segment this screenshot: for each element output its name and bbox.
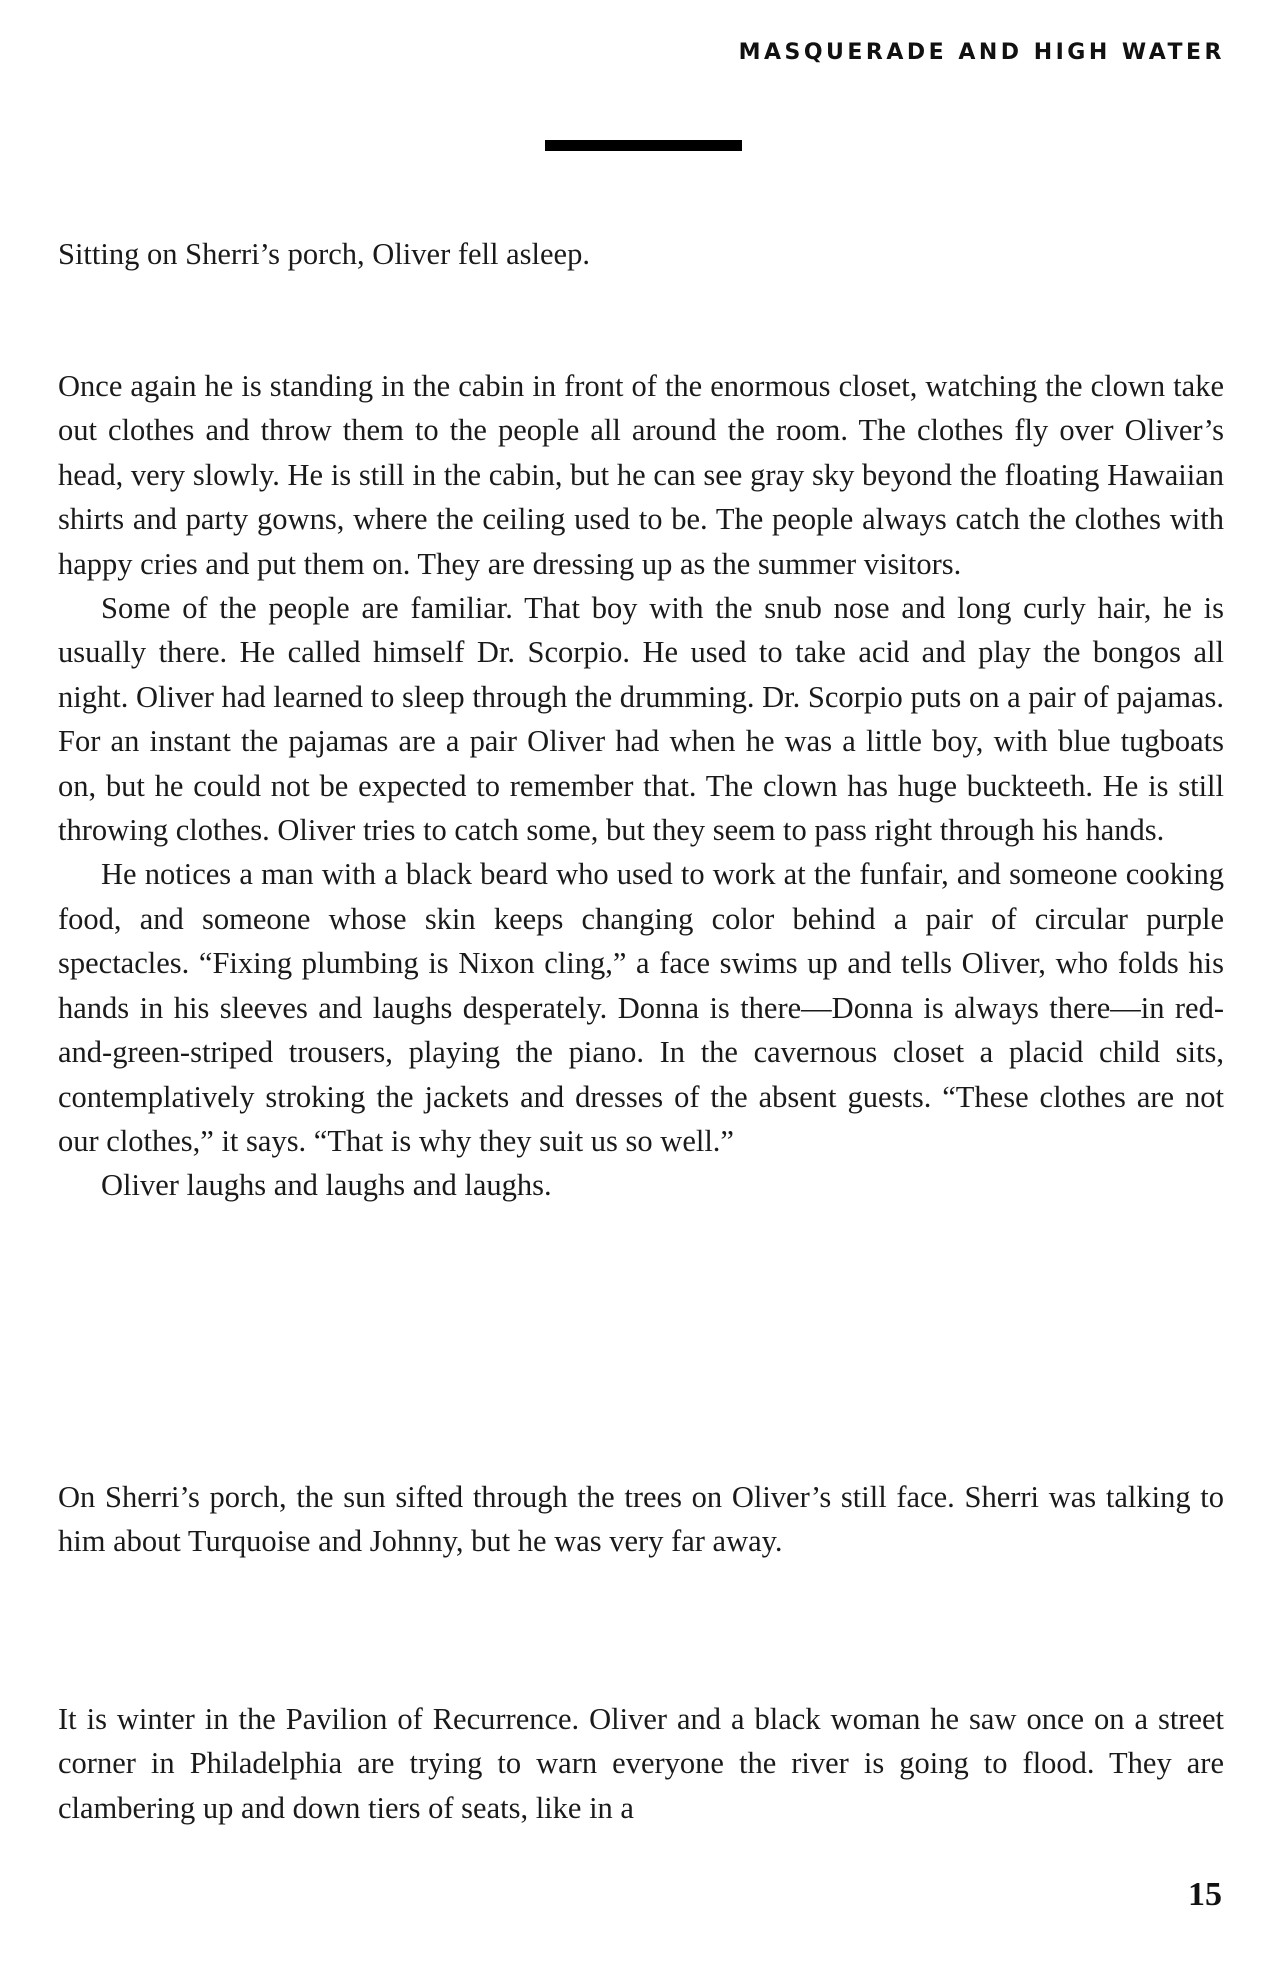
paragraph: He notices a man with a black beard who used to work at the funfair, and someone cooking food, and someone whose skin keeps changing color behind a pair of circular purple spectacles. “Fixing plumbing is Nixon cling,” a face swims up and tells Oliver, who folds his hands in his sleeves and laughs desperately. Donna is there—Donna is always there—in red-and-green-striped trousers, playing the piano. In the cavernous closet a placid child sits, contemplatively stroking the jackets and dresses of the absent guests. “These clothes are not our clothes,” it says. “That is why they suit us so well.” xyxy=(58,857,1224,1158)
paragraph: Sitting on Sherri’s porch, Oliver fell asleep. xyxy=(58,237,590,271)
section-3 xyxy=(58,1475,1224,1564)
running-head: MASQUERADE AND HIGH WATER xyxy=(738,40,1225,65)
paragraph: Some of the people are familiar. That boy with the snub nose and long curly hair, he is usually there. He called himself Dr. Scorpio. He used to take acid and play the bongos all night. Oliver had learned to sleep through the drumming. Dr. Scorpio puts on a pair of pajamas. For an instant the pajamas are a pair Oliver had when he was a little boy, with blue tugboats on, but he could not be expected to remember that. The clown has huge buckteeth. He is still throwing clothes. Oliver tries to catch some, but they seem to pass right through his hands. xyxy=(58,591,1224,848)
section-4 xyxy=(58,1697,1224,1830)
section-1 xyxy=(58,232,1224,276)
section-divider-rule xyxy=(545,140,742,151)
page-number: 15 xyxy=(1188,1876,1222,1913)
paragraph: Once again he is standing in the cabin in front of the enormous closet, watching the clown take out clothes and throw them to the people all around the room. The clothes fly over Oliver’s head, very slowly. He is still in the cabin, but he can see gray sky beyond the floating Hawaiian shirts and party gowns, where the ceiling used to be. The people always catch the clothes with happy cries and put them on. They are dressing up as the summer visitors. xyxy=(58,369,1224,581)
paragraph: It is winter in the Pavilion of Recurrence. Oliver and a black woman he saw once on a street corner in Philadelphia are trying to warn everyone the river is going to flood. They are clambering up and down tiers of seats, like in a xyxy=(58,1702,1224,1825)
section-2 xyxy=(58,364,1224,1208)
paragraph: On Sherri’s porch, the sun sifted through the trees on Oliver’s still face. Sherri was talking to him about Turquoise and Johnny, but he was very far away. xyxy=(58,1480,1224,1559)
paragraph: Oliver laughs and laughs and laughs. xyxy=(101,1168,552,1203)
